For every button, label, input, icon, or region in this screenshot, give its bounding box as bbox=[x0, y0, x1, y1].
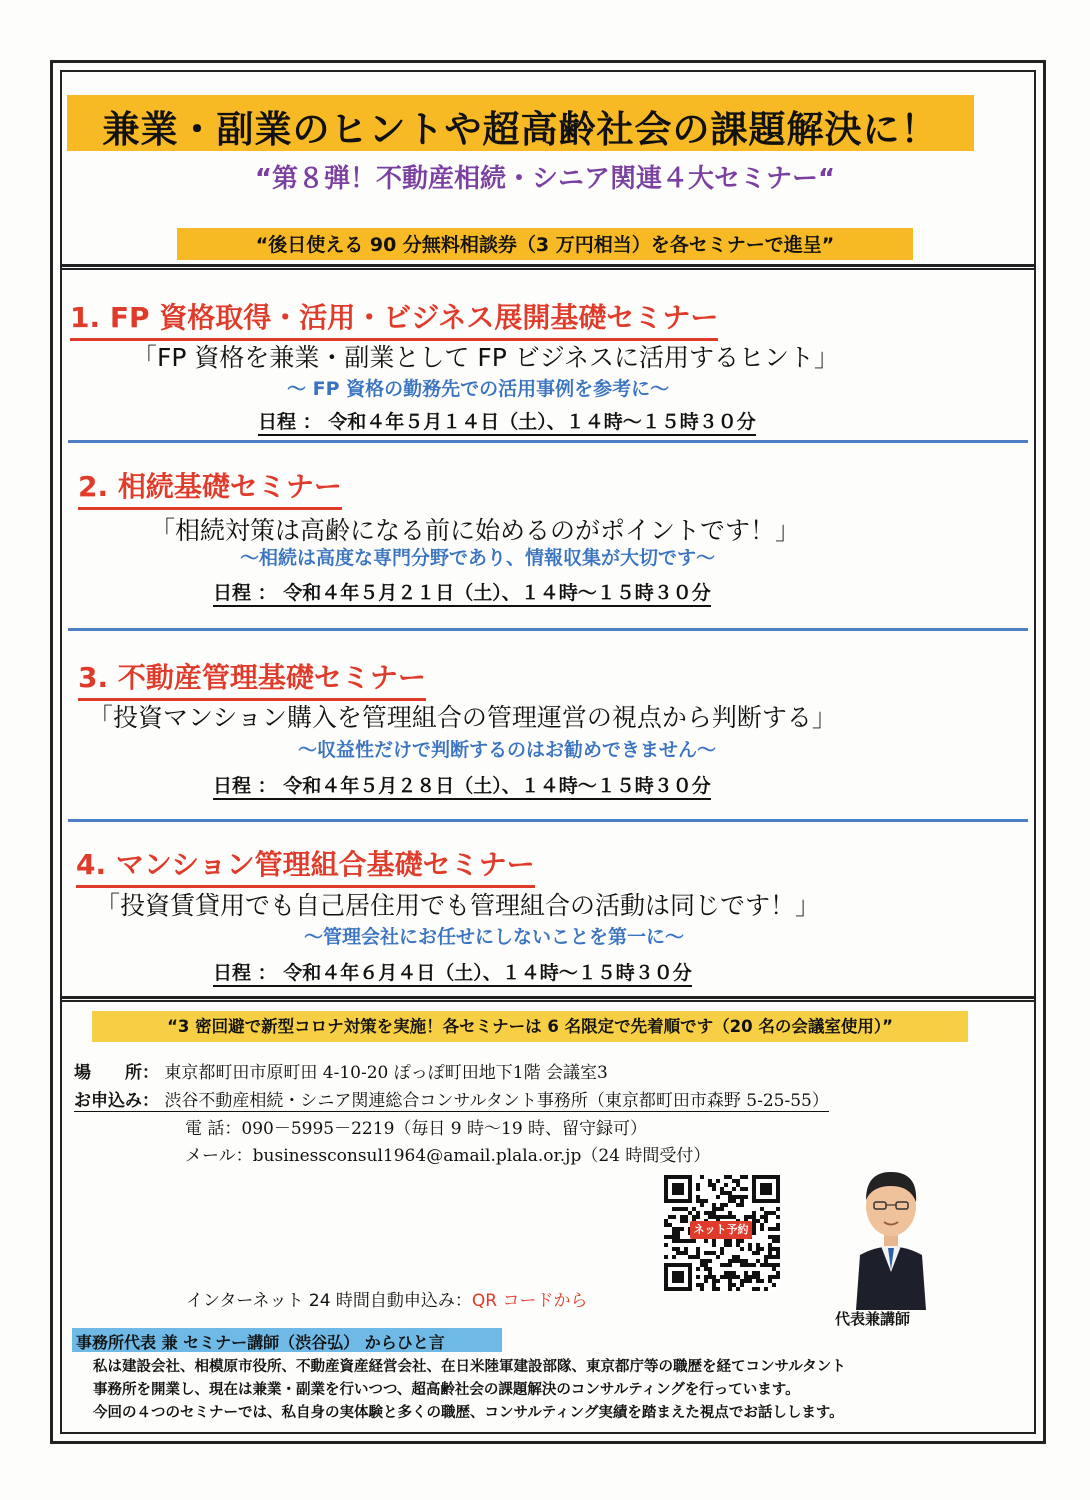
phone: 電 話：090－5995－2219（毎日 9 時～19 時、留守録可） bbox=[185, 1119, 648, 1139]
seminar-divider bbox=[68, 819, 1028, 822]
seminar-4-title: 4. マンション管理組合基礎セミナー bbox=[76, 843, 535, 888]
seminar-divider bbox=[68, 628, 1028, 631]
free-consultation-ticket: “後日使える 90 分無料相談券（3 万円相当）を各セミナーで進呈” bbox=[255, 234, 835, 256]
seminar-3-note: ～収益性だけで判断するのはお勧めできません～ bbox=[298, 739, 717, 761]
seminar-1-note: ～ FP 資格の勤務先での活用事例を参考に～ bbox=[287, 378, 670, 400]
seminar-3-title: 3. 不動産管理基礎セミナー bbox=[78, 656, 426, 701]
seminar-3-theme: 「投資マンション購入を管理組合の管理運営の視点から判断する」 bbox=[88, 703, 837, 732]
apply-label: お申込み： bbox=[74, 1091, 159, 1111]
seminar-1-theme: 「FP 資格を兼業・副業として FP ビジネスに活用するヒント」 bbox=[132, 343, 840, 372]
online-application bbox=[186, 1286, 588, 1311]
seminar-2-title: 2. 相続基礎セミナー bbox=[78, 465, 342, 510]
apply-row bbox=[74, 1086, 829, 1112]
seminar-4-theme: 「投資賃貸用でも自己居住用でも管理組合の活動は同じです！」 bbox=[95, 891, 821, 920]
bio-line: 今回の４つのセミナーでは、私自身の実体験と多くの職歴、コンサルティング実績を踏まえた視点でお話しします。 bbox=[93, 1405, 844, 1421]
header-divider bbox=[60, 264, 1036, 270]
place-label: 場 所： bbox=[74, 1063, 159, 1083]
email[interactable]: メール：businessconsul1964@amail.plala.or.jp（24 時間受付） bbox=[185, 1146, 711, 1166]
instructor-caption: 代表兼講師 bbox=[835, 1310, 911, 1328]
online-application-label: インターネット 24 時間自動申込み： bbox=[186, 1291, 472, 1311]
representative-bio bbox=[93, 1356, 846, 1425]
seminar-2-theme: 「相続対策は高齢になる前に始めるのがポイントです！」 bbox=[150, 516, 801, 545]
bio-line: 事務所を開業し、現在は兼業・副業を行いつつ、超高齢社会の課題解決のコンサルティングを行っています。 bbox=[93, 1382, 800, 1398]
bio-line: 私は建設会社、相模原市役所、不動産資産経営会社、在日米陸軍建設部隊、東京都庁等の職歴を経てコンサルタント bbox=[93, 1359, 846, 1375]
net-reservation-badge: ネット予約 bbox=[690, 1221, 752, 1239]
seminar-4-date: 日程 ： 令和４年６月４日（土）、１４時～１５時３０分 bbox=[213, 958, 692, 987]
place-row bbox=[74, 1058, 608, 1083]
seminar-1-date: 日程 ： 令和４年５月１４日（土）、１４時～１５時３０分 bbox=[258, 407, 756, 436]
place-value: 東京都町田市原町田 4-10-20 ぽっぽ町田地下1階 会議室3 bbox=[164, 1063, 608, 1083]
subheadline: “第８弾！不動産相続・シニア関連４大セミナー“ bbox=[254, 164, 836, 194]
seminar-3-date: 日程 ： 令和４年５月２８日（土）、１４時～１５時３０分 bbox=[213, 771, 711, 800]
instructor-illustration-icon bbox=[836, 1160, 946, 1310]
seminar-divider bbox=[68, 440, 1028, 443]
seminars-divider bbox=[60, 996, 1036, 1002]
seminar-1-title: 1. FP 資格取得・活用・ビジネス展開基礎セミナー bbox=[70, 296, 718, 341]
covid-notice: “3 密回避で新型コロナ対策を実施！各セミナーは 6 名限定で先着順です（20 名の会議室使用）” bbox=[167, 1017, 893, 1036]
apply-value: 渋谷不動産相続・シニア関連総合コンサルタント事務所（東京都町田市森野 5-25-55） bbox=[164, 1091, 829, 1111]
seminar-4-note: ～管理会社にお任せにしないことを第一に～ bbox=[304, 926, 685, 948]
seminar-2-note: ～相続は高度な専門分野であり、情報収集が大切です～ bbox=[240, 547, 716, 569]
representative-title: 事務所代表 兼 セミナー講師（渋谷弘） からひと言 bbox=[76, 1333, 445, 1352]
headline: 兼業・副業のヒントや超高齢社会の課題解決に！ bbox=[102, 108, 939, 151]
qr-link[interactable]: QR コードから bbox=[471, 1291, 588, 1311]
seminar-2-date: 日程 ： 令和４年５月２１日（土）、１４時～１５時３０分 bbox=[213, 578, 711, 607]
